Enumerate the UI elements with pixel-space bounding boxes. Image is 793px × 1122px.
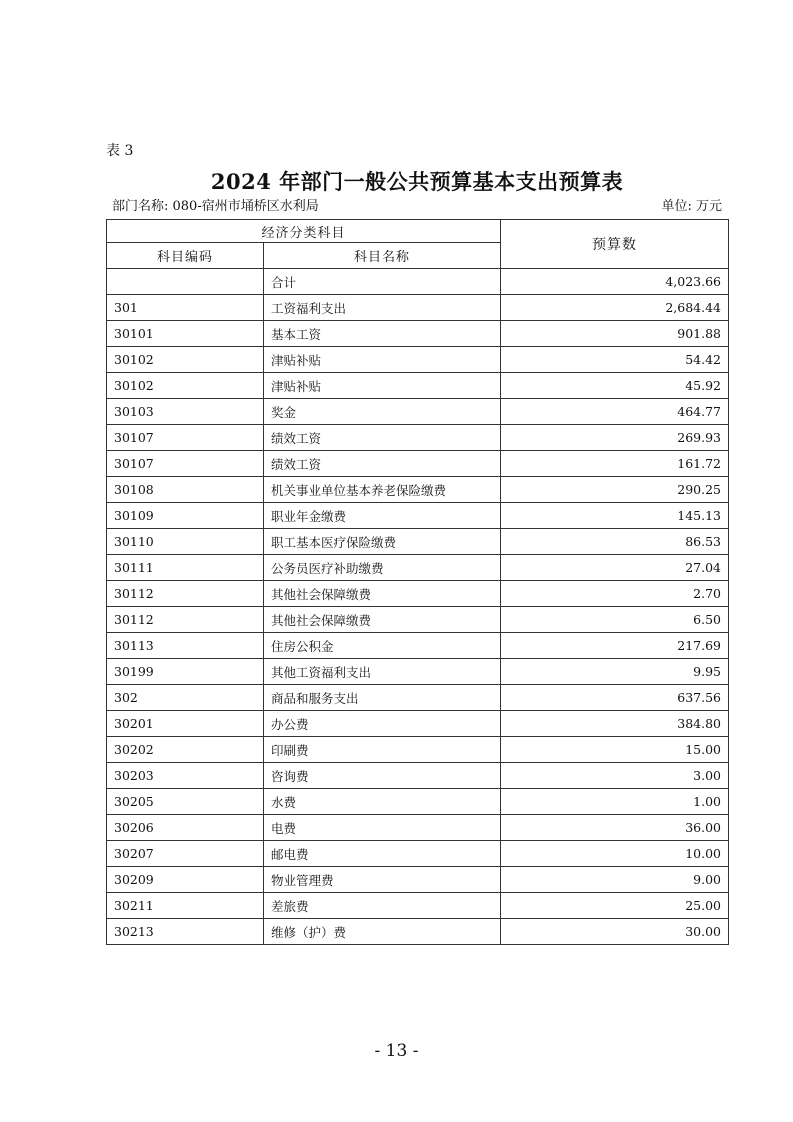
subject-code-cell: 30108 — [107, 477, 264, 503]
table-row — [107, 659, 729, 685]
budget-amount-cell: 15.00 — [501, 737, 729, 763]
table-row — [107, 425, 729, 451]
table-row — [107, 321, 729, 347]
subject-code-cell — [107, 269, 264, 295]
budget-amount-cell: 45.92 — [501, 373, 729, 399]
budget-amount-cell: 54.42 — [501, 347, 729, 373]
subject-code-cell: 302 — [107, 685, 264, 711]
unit-label: 单位: 万元 — [661, 199, 722, 214]
header-subject-name: 科目名称 — [264, 243, 501, 269]
subject-name-cell: 维修（护）费 — [264, 919, 501, 945]
subject-name-cell: 物业管理费 — [264, 867, 501, 893]
table-row — [107, 295, 729, 321]
subject-name-cell: 绩效工资 — [264, 425, 501, 451]
table-row — [107, 555, 729, 581]
subject-name-cell: 其他社会保障缴费 — [264, 581, 501, 607]
budget-amount-cell: 30.00 — [501, 919, 729, 945]
budget-amount-cell: 464.77 — [501, 399, 729, 425]
subject-name-cell: 商品和服务支出 — [264, 685, 501, 711]
table-row — [107, 529, 729, 555]
table-row — [107, 815, 729, 841]
budget-amount-cell: 901.88 — [501, 321, 729, 347]
department-name: 部门名称: 080-宿州市埇桥区水利局 — [112, 199, 319, 214]
budget-amount-cell: 36.00 — [501, 815, 729, 841]
header-subject-code: 科目编码 — [107, 243, 264, 269]
budget-amount-cell: 217.69 — [501, 633, 729, 659]
budget-amount-cell: 161.72 — [501, 451, 729, 477]
budget-amount-cell: 2,684.44 — [501, 295, 729, 321]
subject-name-cell: 奖金 — [264, 399, 501, 425]
budget-amount-cell: 86.53 — [501, 529, 729, 555]
subject-name-cell: 其他工资福利支出 — [264, 659, 501, 685]
subject-code-cell: 30209 — [107, 867, 264, 893]
subject-code-cell: 30107 — [107, 425, 264, 451]
subject-code-cell: 30206 — [107, 815, 264, 841]
subject-code-cell: 30205 — [107, 789, 264, 815]
subject-code-cell: 30102 — [107, 347, 264, 373]
subject-name-cell: 合计 — [264, 269, 501, 295]
budget-amount-cell: 290.25 — [501, 477, 729, 503]
subject-code-cell: 30113 — [107, 633, 264, 659]
subject-code-cell: 30101 — [107, 321, 264, 347]
table-label: 表 3 — [106, 143, 134, 159]
page-number: - 13 - — [374, 1041, 419, 1061]
subject-name-cell: 绩效工资 — [264, 451, 501, 477]
subject-code-cell: 301 — [107, 295, 264, 321]
subject-code-cell: 30201 — [107, 711, 264, 737]
budget-amount-cell: 384.80 — [501, 711, 729, 737]
header-economic-classification: 经济分类科目 — [107, 220, 501, 243]
table-row — [107, 503, 729, 529]
subject-name-cell: 公务员医疗补助缴费 — [264, 555, 501, 581]
budget-amount-cell: 145.13 — [501, 503, 729, 529]
subject-code-cell: 30112 — [107, 581, 264, 607]
subject-name-cell: 印刷费 — [264, 737, 501, 763]
table-row — [107, 685, 729, 711]
budget-amount-cell: 637.56 — [501, 685, 729, 711]
budget-amount-cell: 9.95 — [501, 659, 729, 685]
table-row — [107, 763, 729, 789]
table-row — [107, 269, 729, 295]
subject-code-cell: 30211 — [107, 893, 264, 919]
subject-code-cell: 30202 — [107, 737, 264, 763]
table-row — [107, 581, 729, 607]
table-row — [107, 841, 729, 867]
subject-name-cell: 津贴补贴 — [264, 347, 501, 373]
table-row — [107, 607, 729, 633]
subject-code-cell: 30112 — [107, 607, 264, 633]
budget-amount-cell: 9.00 — [501, 867, 729, 893]
table-row — [107, 867, 729, 893]
subject-code-cell: 30199 — [107, 659, 264, 685]
table-row — [107, 477, 729, 503]
budget-table — [106, 219, 729, 945]
subject-code-cell: 30111 — [107, 555, 264, 581]
subject-name-cell: 住房公积金 — [264, 633, 501, 659]
budget-amount-cell: 25.00 — [501, 893, 729, 919]
table-row — [107, 737, 729, 763]
table-row — [107, 893, 729, 919]
table-row — [107, 399, 729, 425]
budget-amount-cell: 3.00 — [501, 763, 729, 789]
table-row — [107, 711, 729, 737]
subject-name-cell: 邮电费 — [264, 841, 501, 867]
header-budget-amount: 预算数 — [501, 220, 729, 269]
subject-name-cell: 职业年金缴费 — [264, 503, 501, 529]
table-body — [107, 269, 729, 945]
table-meta-row — [106, 198, 728, 216]
subject-code-cell: 30203 — [107, 763, 264, 789]
subject-code-cell: 30109 — [107, 503, 264, 529]
subject-name-cell: 工资福利支出 — [264, 295, 501, 321]
budget-amount-cell: 10.00 — [501, 841, 729, 867]
budget-amount-cell: 27.04 — [501, 555, 729, 581]
budget-amount-cell: 2.70 — [501, 581, 729, 607]
subject-code-cell: 30102 — [107, 373, 264, 399]
budget-amount-cell: 6.50 — [501, 607, 729, 633]
subject-name-cell: 机关事业单位基本养老保险缴费 — [264, 477, 501, 503]
budget-amount-cell: 269.93 — [501, 425, 729, 451]
table-row — [107, 789, 729, 815]
subject-name-cell: 基本工资 — [264, 321, 501, 347]
table-row — [107, 919, 729, 945]
subject-name-cell: 其他社会保障缴费 — [264, 607, 501, 633]
subject-code-cell: 30110 — [107, 529, 264, 555]
table-row — [107, 373, 729, 399]
document-title: 2024 年部门一般公共预算基本支出预算表 — [210, 169, 624, 194]
subject-code-cell: 30103 — [107, 399, 264, 425]
subject-name-cell: 水费 — [264, 789, 501, 815]
subject-code-cell: 30107 — [107, 451, 264, 477]
subject-name-cell: 电费 — [264, 815, 501, 841]
budget-amount-cell: 1.00 — [501, 789, 729, 815]
subject-name-cell: 职工基本医疗保险缴费 — [264, 529, 501, 555]
budget-amount-cell: 4,023.66 — [501, 269, 729, 295]
subject-name-cell: 办公费 — [264, 711, 501, 737]
subject-name-cell: 差旅费 — [264, 893, 501, 919]
table-row — [107, 451, 729, 477]
table-row — [107, 347, 729, 373]
subject-code-cell: 30207 — [107, 841, 264, 867]
subject-name-cell: 咨询费 — [264, 763, 501, 789]
table-row — [107, 633, 729, 659]
subject-code-cell: 30213 — [107, 919, 264, 945]
subject-name-cell: 津贴补贴 — [264, 373, 501, 399]
